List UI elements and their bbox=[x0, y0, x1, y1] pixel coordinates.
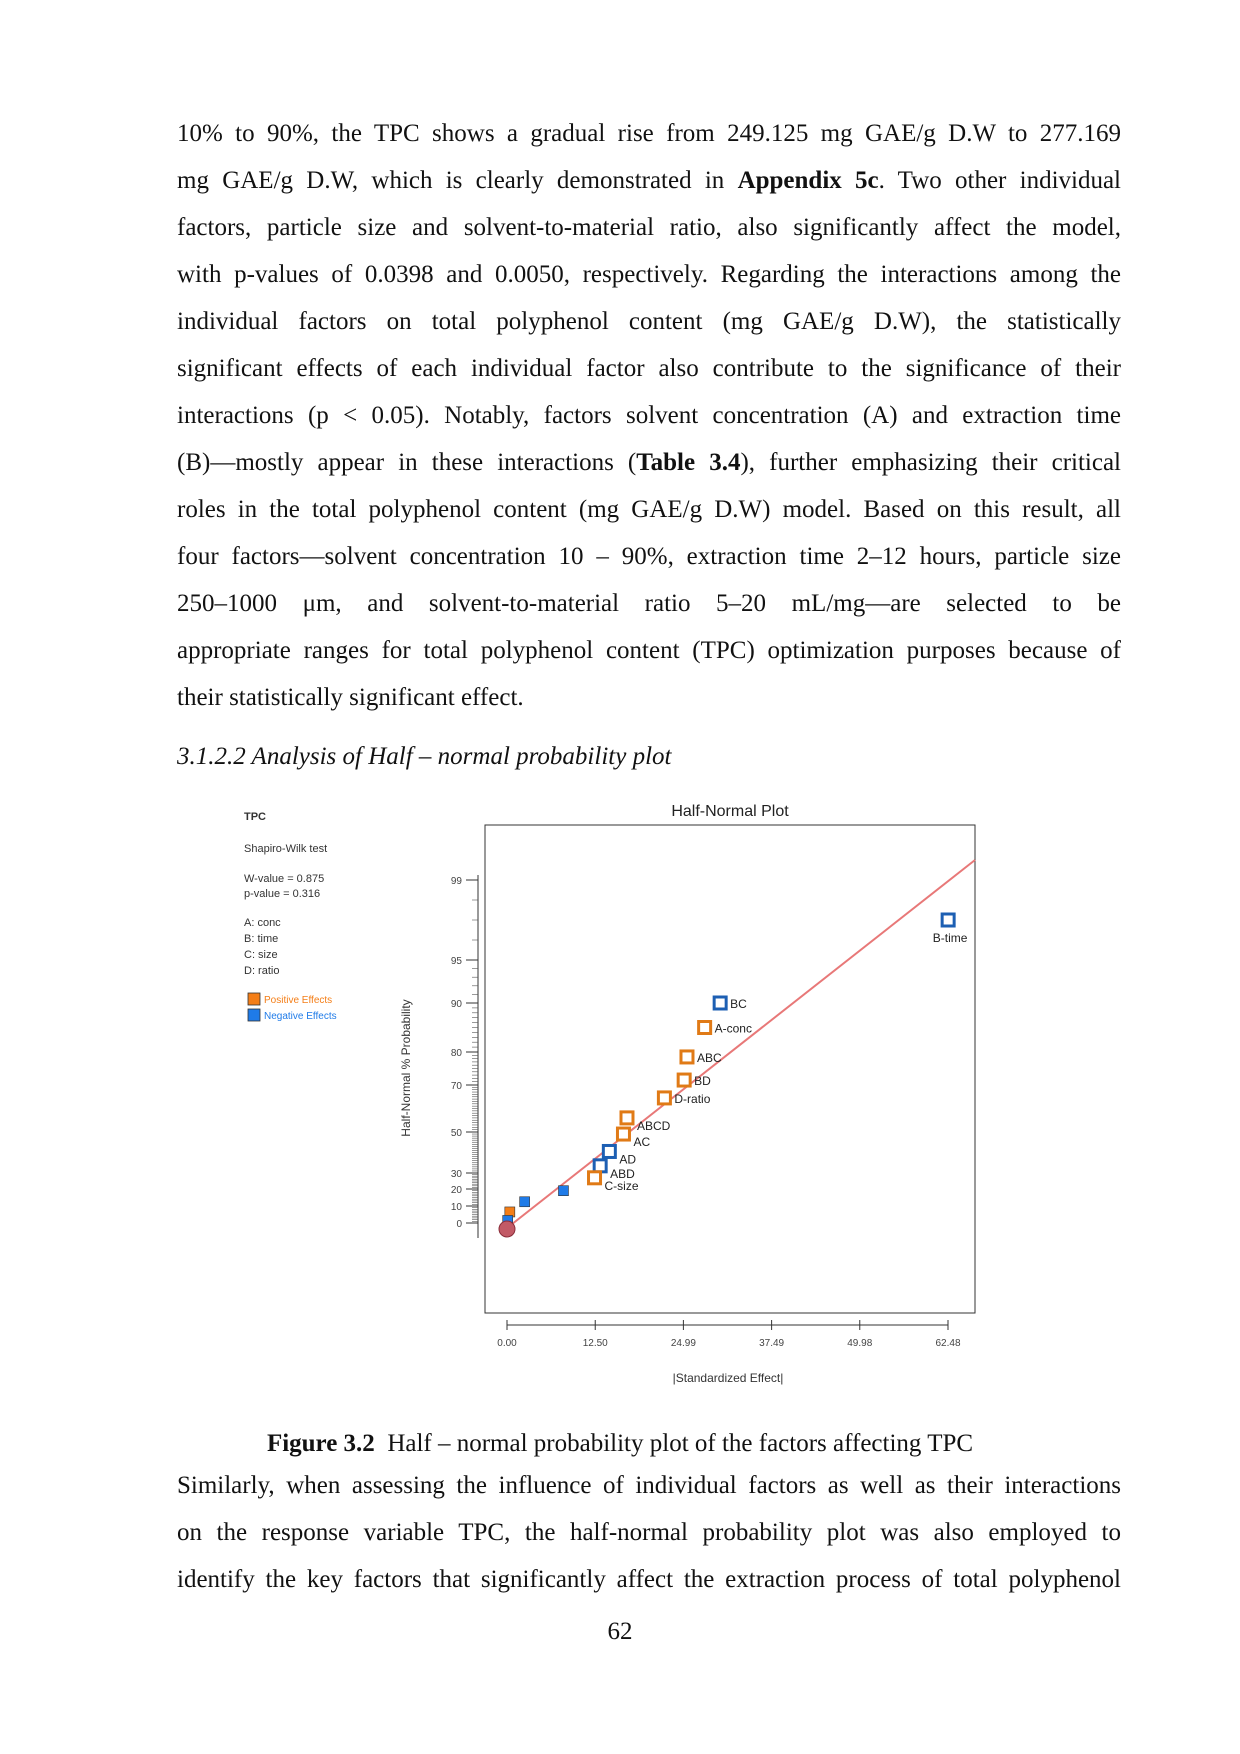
paragraph2-line: identify the key factors that significantly affect the extraction process of total polyphenol bbox=[177, 1566, 1121, 1593]
paragraph1-line: roles in the total polyphenol content (mg GAE/g D.W) model. Based on this result, all bbox=[177, 496, 1121, 523]
text-segment: . Two other individual bbox=[878, 167, 1122, 194]
chart-title: Half-Normal Plot bbox=[671, 803, 789, 820]
info-panel bbox=[244, 811, 337, 1022]
legend-positive: Positive Effects bbox=[264, 995, 333, 1006]
text-segment: (B)—mostly appear in these interactions ( bbox=[177, 449, 637, 476]
paragraph1-line: their statistically significant effect. bbox=[177, 684, 524, 711]
bold-reference: Appendix 5c bbox=[737, 167, 879, 194]
plot-area bbox=[499, 860, 975, 1237]
effect-point bbox=[681, 1051, 693, 1063]
paragraph1-line: with p-values of 0.0398 and 0.0050, respectively. Regarding the interactions among the bbox=[177, 261, 1121, 288]
y-axis-label: Half-Normal % Probability bbox=[399, 999, 413, 1137]
paragraph1-line: 10% to 90%, the TPC shows a gradual rise from 249.125 mg GAE/g D.W to 277.169 bbox=[177, 120, 1121, 147]
error-term-point bbox=[558, 1186, 568, 1196]
y-tick-label: 30 bbox=[450, 1169, 462, 1180]
x-tick-label: 0.00 bbox=[497, 1338, 517, 1349]
panel-w-value: W-value = 0.875 bbox=[244, 873, 325, 885]
legend-swatch-positive bbox=[248, 993, 260, 1005]
x-axis-label: |Standardized Effect| bbox=[672, 1371, 784, 1385]
section-heading: 3.1.2.2 Analysis of Half – normal probability plot bbox=[177, 743, 672, 770]
x-tick-label: 12.50 bbox=[582, 1338, 608, 1349]
effect-label: AD bbox=[619, 1152, 637, 1167]
figure-caption-text: Half – normal probability plot of the factors affecting TPC bbox=[374, 1430, 974, 1457]
y-tick-label: 95 bbox=[450, 956, 462, 967]
effect-point bbox=[699, 1022, 711, 1034]
y-tick-label: 20 bbox=[450, 1185, 462, 1196]
x-tick-label: 37.49 bbox=[759, 1338, 785, 1349]
effect-label: B-time bbox=[932, 931, 968, 945]
paragraph1-line: appropriate ranges for total polyphenol content (TPC) optimization purposes because of bbox=[177, 637, 1121, 664]
effect-label: BD bbox=[694, 1074, 711, 1089]
y-tick-label: 10 bbox=[450, 1202, 462, 1213]
effect-label: ABCD bbox=[636, 1118, 671, 1133]
half-normal-figure bbox=[0, 790, 1240, 1390]
text-segment: mg GAE/g D.W, which is clearly demonstrated in bbox=[177, 167, 738, 194]
reference-line bbox=[507, 860, 975, 1228]
paragraph2-line: Similarly, when assessing the influence of individual factors as well as their interactions bbox=[177, 1472, 1121, 1499]
body-paragraph-2 bbox=[177, 1462, 1121, 1603]
paragraph1-line: 250–1000 μm, and solvent-to-material ratio 5–20 mL/mg—are selected to be bbox=[177, 590, 1121, 617]
panel-p-value: p-value = 0.316 bbox=[244, 888, 321, 900]
paragraph1-line: interactions (p < 0.05). Notably, factors solvent concentration (A) and extraction time bbox=[177, 402, 1121, 429]
x-tick-label: 62.48 bbox=[935, 1338, 961, 1349]
effect-point bbox=[678, 1074, 690, 1086]
paragraph1-line bbox=[177, 157, 1121, 204]
effect-point bbox=[589, 1172, 601, 1184]
panel-test-name: Shapiro-Wilk test bbox=[244, 843, 328, 855]
effect-point bbox=[617, 1128, 629, 1140]
panel-factor-b: B: time bbox=[244, 933, 279, 945]
error-term-point bbox=[520, 1197, 530, 1207]
effect-point bbox=[621, 1112, 633, 1124]
effect-point bbox=[594, 1160, 606, 1172]
paragraph1-line: four factors—solvent concentration 10 – 90%, extraction time 2–12 hours, particle size bbox=[177, 543, 1121, 570]
origin-point bbox=[499, 1221, 515, 1237]
plot-frame bbox=[485, 825, 975, 1313]
figure-caption bbox=[0, 1420, 1240, 1467]
x-tick-label: 24.99 bbox=[670, 1338, 696, 1349]
y-tick-label: 90 bbox=[450, 999, 462, 1010]
effect-label: BC bbox=[730, 997, 747, 1011]
paragraph1-line: factors, particle size and solvent-to-material ratio, also significantly affect the model, bbox=[177, 214, 1121, 241]
x-tick-label: 49.98 bbox=[847, 1338, 873, 1349]
y-axis bbox=[451, 875, 478, 1238]
paragraph1-line bbox=[177, 439, 1121, 486]
paragraph2-line: on the response variable TPC, the half-normal probability plot was also employed to bbox=[177, 1519, 1121, 1546]
effect-label: D-ratio bbox=[674, 1091, 711, 1106]
page-number: 62 bbox=[607, 1618, 633, 1645]
effect-label: ABC bbox=[696, 1050, 722, 1065]
y-tick-label: 70 bbox=[450, 1081, 462, 1092]
panel-factor-c: C: size bbox=[244, 949, 278, 961]
body-paragraph-1 bbox=[177, 110, 1121, 721]
x-axis bbox=[497, 1320, 961, 1349]
panel-factor-d: D: ratio bbox=[244, 965, 280, 977]
effect-label: AC bbox=[633, 1135, 651, 1150]
legend-negative: Negative Effects bbox=[264, 1011, 337, 1022]
paragraph1-line: significant effects of each individual factor also contribute to the significance of their bbox=[177, 355, 1121, 382]
y-tick-label: 99 bbox=[450, 876, 462, 887]
effect-point bbox=[942, 914, 954, 926]
y-tick-label: 0 bbox=[456, 1219, 462, 1230]
y-tick-label: 50 bbox=[450, 1128, 462, 1139]
panel-factor-a: A: conc bbox=[244, 917, 281, 929]
effect-point bbox=[603, 1145, 615, 1157]
figure-caption-label: Figure 3.2 bbox=[266, 1430, 375, 1457]
effect-label: A-conc bbox=[714, 1021, 752, 1036]
effect-point bbox=[714, 997, 726, 1009]
y-tick-label: 80 bbox=[450, 1048, 462, 1059]
effect-label: C-size bbox=[604, 1178, 639, 1193]
effect-label: ABD bbox=[610, 1166, 635, 1181]
legend-swatch-negative bbox=[248, 1009, 260, 1021]
paragraph1-line: individual factors on total polyphenol content (mg GAE/g D.W), the statistically bbox=[177, 308, 1121, 335]
effect-point bbox=[658, 1092, 670, 1104]
bold-reference: Table 3.4 bbox=[636, 449, 741, 476]
text-segment: ), further emphasizing their critical bbox=[740, 449, 1121, 476]
panel-response: TPC bbox=[244, 811, 266, 823]
